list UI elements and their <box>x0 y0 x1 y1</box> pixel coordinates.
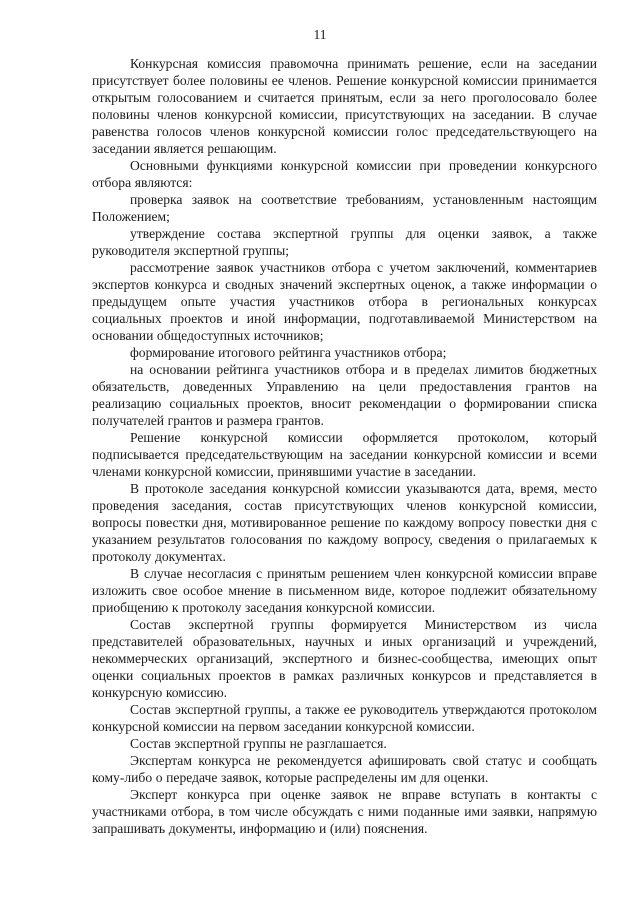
paragraph-expert-group-composition: Состав экспертной группы формируется Министерством из числа представителей образовательных, научных и иных организаций и учреждений, некоммерческих организаций, экспертного и бизнес-сообщества, имеющих опыт оценки социальных проектов в рамках различных конкурсов и представляется в конкурсную комиссию. <box>92 617 597 700</box>
page-number: 11 <box>313 27 327 42</box>
paragraph-dissenting-opinion: В случае несогласия с принятым решением член конкурсной комиссии вправе изложить свое особое мнение в письменном виде, которое подлежит обязательному приобщению к протоколу заседания конкурсной комиссии. <box>92 566 597 615</box>
paragraph-protocol-signing: Решение конкурсной комиссии оформляется протоколом, который подписывается председательствующим на заседании конкурсной комиссии и всеми членами конкурсной комиссии, принявшими участие в заседании. <box>92 430 597 479</box>
paragraph-function-approve-expert-group: утверждение состава экспертной группы для оценки заявок, а также руководителя экспертной группы; <box>92 226 597 258</box>
paragraph-protocol-contents: В протоколе заседания конкурсной комиссии указываются дата, время, место проведения заседания, состав присутствующих членов конкурсной комиссии, вопросы повестки дня, мотивированное решение по каждому вопросу повестки дня с указанием результатов голосования по каждому вопросу, сведения о прилагаемых к протоколу документах. <box>92 481 597 564</box>
document-body <box>92 55 597 837</box>
paragraph-expert-group-confidential: Состав экспертной группы не разглашается. <box>130 736 387 751</box>
paragraph-function-form-rating: формирование итогового рейтинга участников отбора; <box>130 345 447 360</box>
paragraph-functions-intro: Основными функциями конкурсной комиссии при проведении конкурсного отбора являются: <box>92 158 597 190</box>
paragraph-expert-group-approval: Состав экспертной группы, а также ее руководитель утверждаются протоколом конкурсной комиссии на первом заседании конкурсной комиссии. <box>92 702 597 734</box>
paragraph-quorum-rules: Конкурсная комиссия правомочна принимать решение, если на заседании присутствует более половины ее членов. Решение конкурсной комиссии принимается открытым голосованием и считается принятым, если за него проголосовало более половины членов конкурсной комиссии, присутствующих на заседании. В случае равенства голосов членов конкурсной комиссии голос председательствующего на заседании является решающим. <box>92 56 597 156</box>
paragraph-function-review-applications: рассмотрение заявок участников отбора с учетом заключений, комментариев экспертов конкурса и сводных значений экспертных оценок, а также информации о предыдущем опыте участия участников отбора в региональных конкурсах социальных проектов и иной информации, подготавливаемой Министерством на основании общедоступных источников; <box>92 260 597 343</box>
paragraph-expert-no-contact: Эксперт конкурса при оценке заявок не вправе вступать в контакты с участниками отбора, в том числе обсуждать с ними поданные ими заявки, напрямую запрашивать документы, информацию и (или) пояснения. <box>92 787 597 836</box>
paragraph-expert-nondisclosure: Экспертам конкурса не рекомендуется афишировать свой статус и сообщать кому-либо о передаче заявок, которые распределены им для оценки. <box>92 753 597 785</box>
paragraph-function-recommendations: на основании рейтинга участников отбора и в пределах лимитов бюджетных обязательств, доведенных Управлению на цели предоставления грантов на реализацию социальных проектов, вносит рекомендации о формировании списка получателей грантов и размера грантов. <box>92 362 597 428</box>
paragraph-function-check-applications: проверка заявок на соответствие требованиям, установленным настоящим Положением; <box>92 192 597 224</box>
